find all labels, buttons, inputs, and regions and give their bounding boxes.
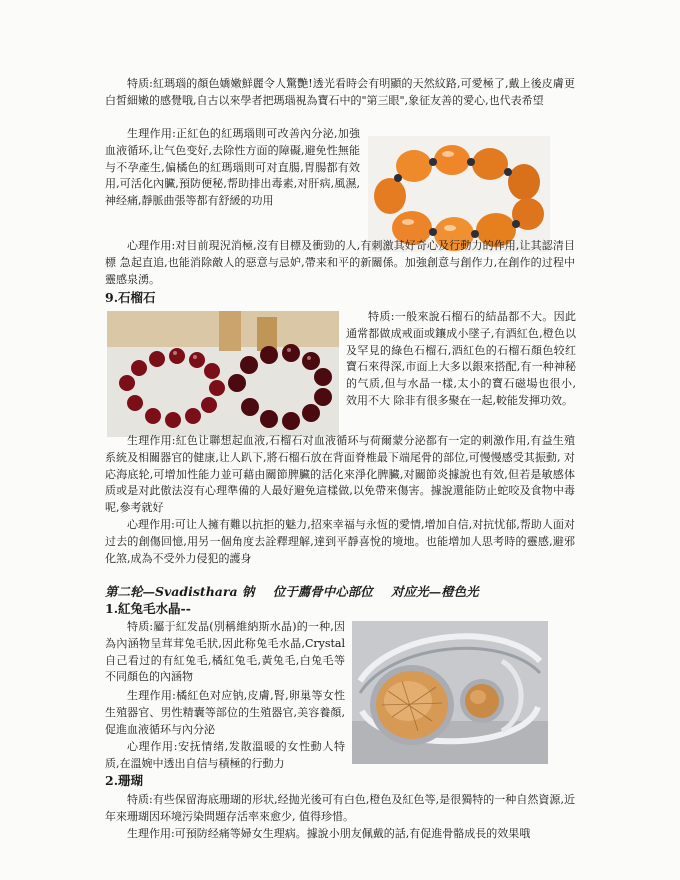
coral-heading: 2.珊瑚 — [105, 773, 144, 788]
chakra-title: 第二轮—Svadisthara 钠 — [105, 584, 255, 599]
rutile-bangle-photo — [352, 621, 548, 764]
chakra-location: 位于薦骨中心部位 — [272, 584, 373, 599]
coral-trait-paragraph: 特质:有些保留海底珊瑚的形状,经抛光後可有白色,橙色及紅色等,是很獨特的一种自然資源,近年來珊瑚因环境污染問題存活率來愈少, 值得珍惜。 — [105, 793, 575, 823]
rutile-physiology-paragraph: 生理作用:橘紅色对应钠,皮膚,腎,卵巢等女性生殖器官、男性精囊等部位的生殖器官,美容養顏,促進血液循环与內分泌 — [105, 689, 345, 736]
carnelian-psychology-paragraph: 心理作用:对目前現況消極,沒有目標及衝勁的人,有刺激其好奇心及行動力的作用,让其認清目標 急起直追,也能消除敵人的惡意与忌妒,帶来和平的新關係。加強創意与創作力,在創作的过程中靈感泉湧。 — [105, 239, 575, 286]
chakra-section-heading — [105, 583, 493, 601]
rutile-trait-paragraph: 特质:屬于紅发晶(別稱維納斯水晶)的一种,因為內涵物呈茸茸兔毛狀,因此称兔毛水晶,Crystal 自己看过的有紅兔毛,橘紅兔毛,黃兔毛,白兔毛等不同顏色的內涵物 — [105, 620, 345, 684]
rutile-psychology-paragraph: 心理作用:安抚情绪,发散溫暖的女性動人特质,在溫婉中透出自信与積極的行動力 — [105, 740, 345, 770]
orange-bracelet-photo — [368, 136, 550, 252]
garnet-bracelet-photo — [107, 311, 339, 437]
chakra-color: 对应光—橙色光 — [391, 584, 479, 599]
coral-physiology-paragraph: 生理作用:可預防经痛等婦女生理病。據說小朋友佩戴的話,有促進骨骼成長的效果哦 — [127, 827, 531, 840]
garnet-trait-paragraph: 特质:一般來說石榴石的結晶都不大。因此通常都做成戒面或鑲成小墜子,有酒紅色,橙色以及罕見的綠色石榴石,酒紅色的石榴石顏色较红寶石來得深,市面上大多以銀來搭配,有一种神秘的气质,但与水晶一樣,太小的寶石磁場也很小,效用不大 除非有很多聚在一起,較能发揮功效。 — [346, 310, 576, 407]
carnelian-trait-paragraph: 特质:紅瑪瑙的顏色嬌嫩鮮麗令人驚艷!透光看時会有明顯的天然紋路,可愛極了,戴上後皮膚更白皙細嫩的感覺哦,自古以來學者把瑪瑙視為寶石中的"第三眼",象征友善的愛心,也代表希望 — [105, 77, 575, 107]
carnelian-physiology-paragraph: 生理作用:正紅色的紅瑪瑙則可改善內分泌,加強血液循环,让气色变好,去除性方面的障礙,避免性無能与不孕產生,偏橘色的紅瑪瑙則可对直腸,胃腸都有效用,可活化內臟,預防便秘,帮助排出毒素,对肝病,風濕,神经痛,靜脈曲張等都有舒緩的功用 — [105, 127, 360, 208]
garnet-psychology-paragraph: 心理作用:可让人擁有難以抗拒的魅力,招來幸福与永恆的愛情,增加自信,对抗忧郁,帮助人面对过去的創傷回憶,用另一個角度去詮釋理解,達到平靜喜悅的境地。也能增加人思考時的靈感,避邪化煞,成為不受外力侵犯的護身 — [105, 518, 575, 565]
rutile-heading: 1.紅兔毛水晶-- — [105, 601, 191, 616]
garnet-physiology-paragraph: 生理作用:紅色让聯想起血液,石榴石对血液循环与荷爾蒙分泌都有一定的刺激作用,有益生殖系統及相關器官的健康,让人趴下,將石榴石放在背面脊椎最下端尾骨的部位,可慢慢感受其振動, 对応海底轮,可增加性能力並可藉由關節脾臟的活化來淨化脾臟,对關節炎據說也有效,但若是敏感体质或是对此傲法沒有心理準備的人最好避免這樣做,以免帶來傷害。據說還能防止蛇咬及食物中毒呢,參考就好 — [105, 434, 575, 515]
garnet-heading: 9.石榴石 — [105, 290, 156, 305]
